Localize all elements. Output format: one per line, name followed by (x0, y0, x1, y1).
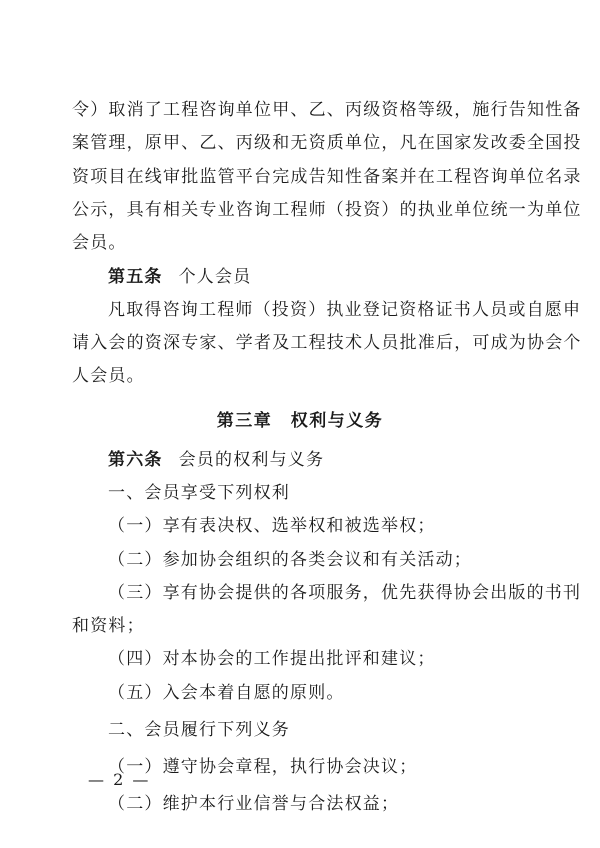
para1-line-4: 公示，具有相关专业咨询工程师（投资）的执业单位统一为单位 (72, 200, 582, 220)
para1-line-3: 资项目在线审批监管平台完成告知性备案并在工程咨询单位名录 (72, 167, 582, 187)
article5-line-1: 凡取得咨询工程师（投资）执业登记资格证书人员或自愿申 (108, 300, 582, 320)
para1-line-1: 令）取消了工程咨询单位甲、乙、丙级资格等级，施行告知性备 (72, 100, 582, 120)
rights-item-3: （三）享有协会提供的各项服务，优先获得协会出版的书刊 (108, 583, 582, 603)
rights-item-1: （一）享有表决权、选举权和被选举权； (108, 516, 436, 536)
rights-item-4: （四）对本协会的工作提出批评和建议； (108, 649, 436, 669)
article5-line-2: 请入会的资深专家、学者及工程技术人员批准后，可成为协会个 (72, 333, 582, 353)
article5-line-3: 人会员。 (72, 366, 145, 386)
para1-line-5: 会员。 (72, 233, 127, 253)
article6-subtitle: 会员的权利与义务 (178, 450, 325, 470)
article6-title: 第六条 (108, 450, 163, 470)
article5-title: 第五条 (108, 267, 163, 287)
duties-item-1: （一）遵守协会章程，执行协会决议； (108, 757, 418, 777)
rights-item-2: （二）参加协会组织的各类会议和有关活动； (108, 550, 472, 570)
chapter3-title: 第三章 权利与义务 (216, 411, 384, 431)
article5-heading (108, 267, 251, 287)
rights-item-5: （五）入会本着自愿的原则。 (108, 683, 345, 703)
para1-line-2: 案管理，原甲、乙、丙级和无资质单位，凡在国家发改委全国投 (72, 133, 582, 153)
article5-subtitle: 个人会员 (178, 267, 252, 287)
page-number: — 2 — (88, 770, 151, 789)
rights-header: 一、会员享受下列权利 (108, 483, 290, 503)
duties-header: 二、会员履行下列义务 (108, 720, 290, 740)
duties-item-2: （二）维护本行业信誉与合法权益； (108, 794, 400, 814)
rights-item-3-cont: 和资料； (72, 616, 145, 636)
article6-heading (108, 450, 324, 470)
